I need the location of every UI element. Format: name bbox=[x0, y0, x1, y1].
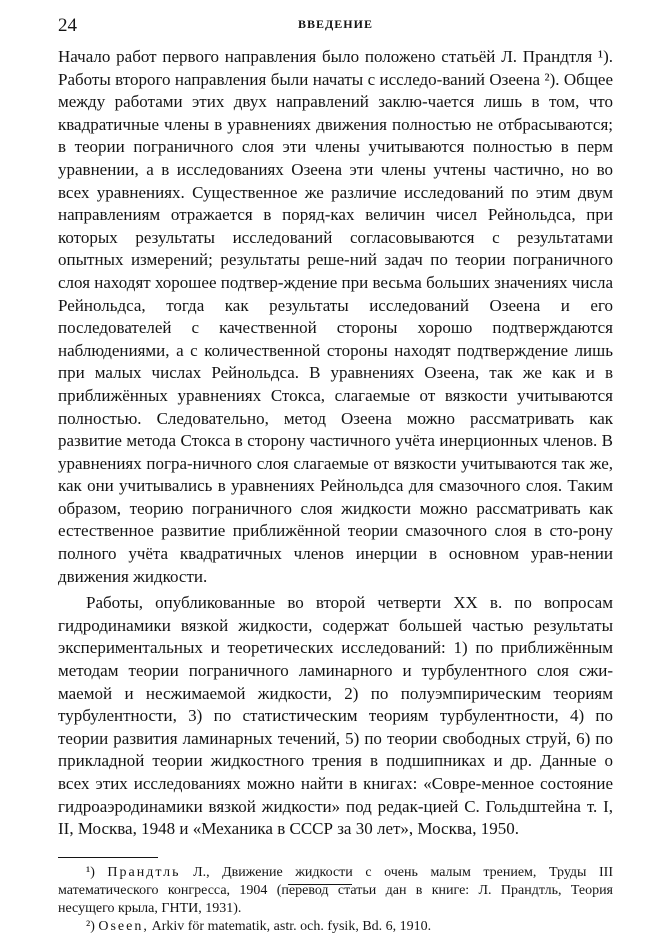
page-number: 24 bbox=[58, 15, 77, 36]
footnote-2-author: Oseen, bbox=[98, 918, 149, 934]
footnote-separator bbox=[58, 857, 158, 858]
footnote-2-marker: ²) bbox=[86, 918, 95, 934]
footnote-1 bbox=[58, 864, 613, 918]
paragraph-2: Работы, опубликованные во второй четверти XX в. по вопросам гидродинамики вязкой жидкости, содержат большей частью результаты экспериментальных и теоретических исследований: 1) по приближённым методам теории пограничного ламинарного и турбулентного слоя сжи-маемой и несжимаемой жидкости, 2) по полуэмпирическим теориям турбулентности, 3) по статистическим теориям турбулентности, 4) по теории развития ламинарных течений, 5) по теории свободных струй, 6) по прикладной теории жидкостного трения в подшипниках и др. Данные о всех этих исследованиях можно найти в книгах: «Совре-менное состояние гидроаэродинамики вязкой жидкости» под редак-цией С. Гольдштейна т. I, II, Москва, 1948 и «Механика в СССР за 30 лет», Москва, 1950. bbox=[58, 593, 613, 839]
body-text bbox=[58, 46, 613, 841]
paragraph-1: Начало работ первого направления было положено статьёй Л. Прандтля ¹). Работы второго направления были начаты с исследо-ваний Озеена ²). Общее между работами этих двух направлений заклю-чается лишь в том, что квадратичные члены в уравнениях движения полностью не отбрасываются; в теории пограничного слоя эти члены учитываются полностью в перм уравнении, а в исследованиях Озеена эти члены учтены частично, но во всех уравнениях. Существенное же различие исследований по этим двум направлениям отражается в поряд-ках величин чисел Рейнольдса, при которых результаты исследований согласовываются с результатами опытных измерений; результаты реше-ний задач по теории пограничного слоя находят хорошее подтвер-ждение при весьма больших значениях числа Рейнольдса, тогда как результаты исследований Озеена и его последователей с качественной стороны хорошо подтверждаются наблюдениями, а с количественной стороны находят подтверждение лишь при малых числах Рейнольдса. В уравнениях Озеена, так же как и в приближённых уравнениях Стокса, слагаемые от вязкости учитываются полностью. Следовательно, метод Озеена можно рассматривать как развитие метода Стокса в сторону частичного учёта инерционных членов. В уравнениях погра-ничного слоя слагаемые от вязкости учитываются так же, как они учитывались в уравнениях Рейнольдса для смазочного слоя. Таким образом, теорию пограничного слоя жидкости можно рассматривать как естественное развитие приближённой теории смазочного слоя в сто-рону полного учёта квадратичных членов инерции в основном урав-нении движения жидкости. bbox=[58, 47, 613, 586]
footnote-1-marker: ¹) bbox=[86, 864, 95, 880]
footnote-2 bbox=[58, 918, 613, 936]
book-page bbox=[58, 14, 613, 936]
footnote-2-text: Arkiv för matematik, astr. och. fysik, Bd. 6, 1910. bbox=[151, 918, 432, 934]
page-header bbox=[58, 14, 613, 42]
footnote-1-text: Л., Движение жидкости с очень малым трением, Труды III математического конгресса, 1904 (перевод статьи дан в книге: Л. Прандтль, Теория несущего крыла, ГНТИ, 1931). bbox=[58, 864, 614, 916]
running-head: ВВЕДЕНИЕ bbox=[298, 17, 373, 31]
footnote-1-author: Прандтль bbox=[107, 864, 181, 880]
section-end-rule bbox=[288, 884, 352, 885]
